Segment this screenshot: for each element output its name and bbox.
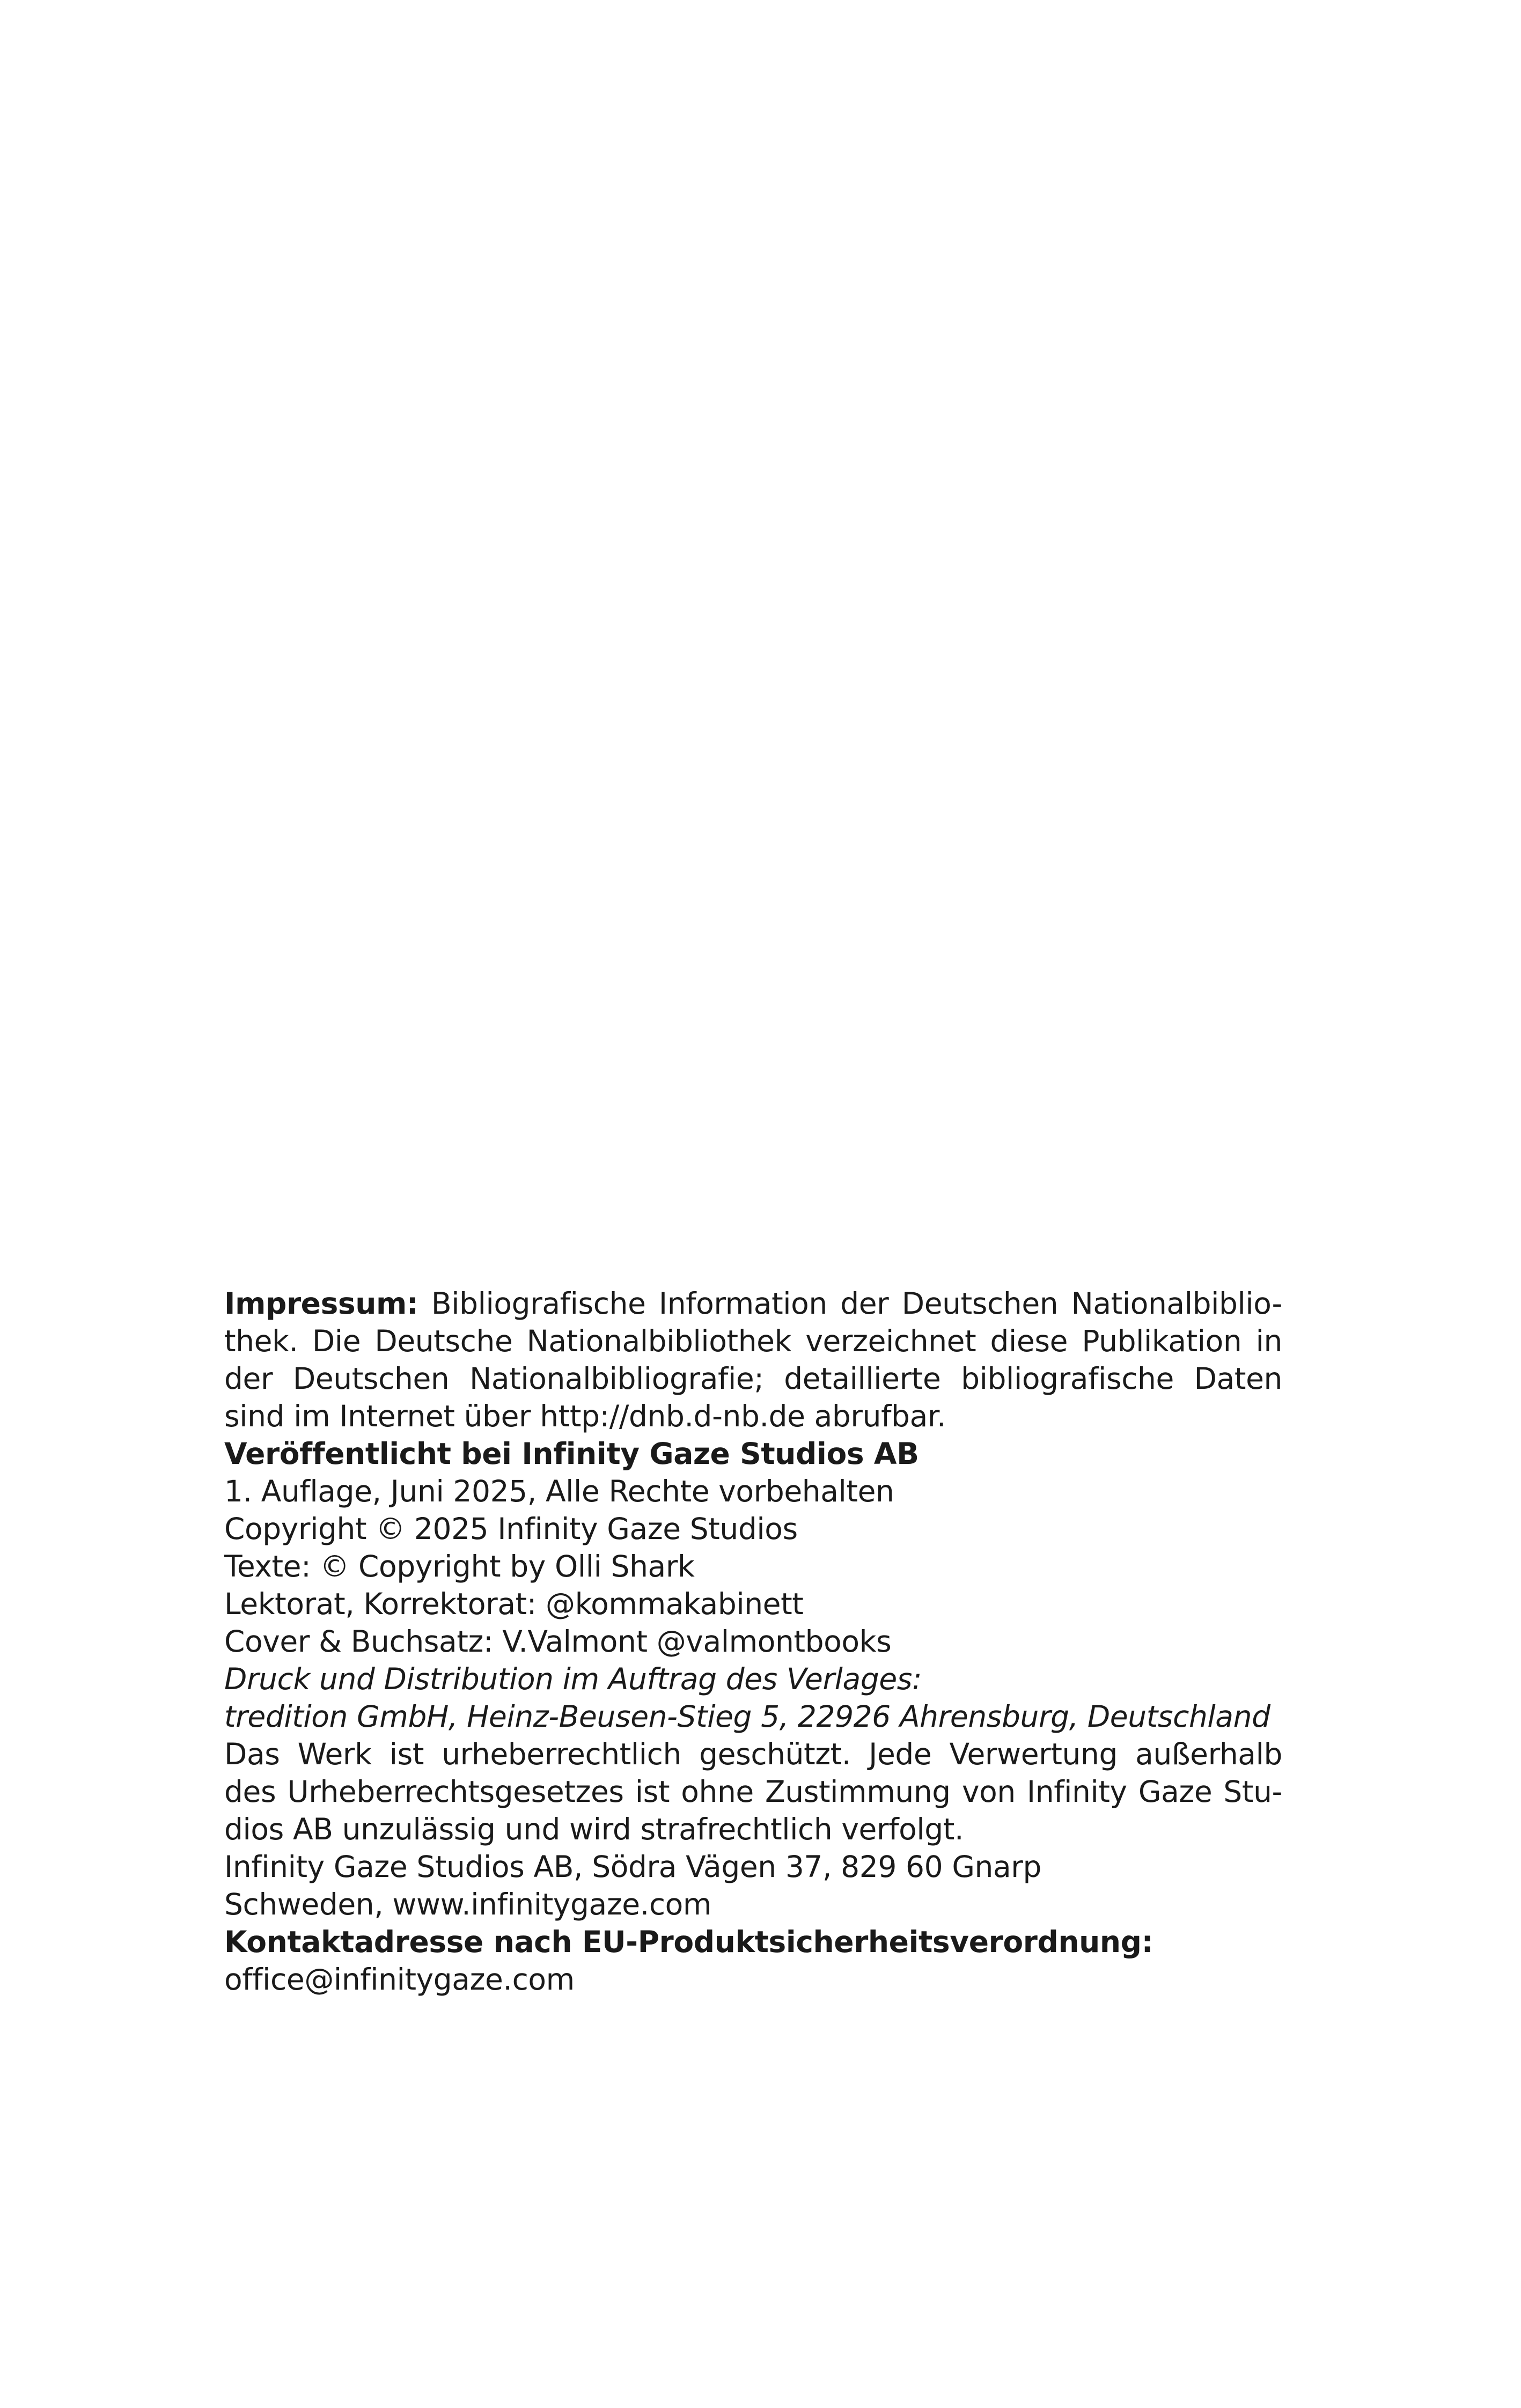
address-line: Infinity Gaze Studios AB, Södra Vägen 37, 829 60 Gnarp	[224, 1850, 1042, 1884]
rights-line: dios AB unzulässig und wird strafrechtlich verfolgt.	[224, 1812, 964, 1846]
contact-heading: Kontaktadresse nach EU-Produktsicherheitsverordnung:	[224, 1925, 1153, 1959]
imprint-block	[224, 1285, 1282, 1998]
impressum-line: der Deutschen Nationalbibliografie; detaillierte bibliografische Daten	[224, 1361, 1282, 1396]
rights-paragraph	[224, 1735, 1282, 1848]
impressum-line: thek. Die Deutsche Nationalbibliothek verzeichnet diese Publikation in	[224, 1324, 1282, 1358]
impressum-paragraph	[224, 1285, 1282, 1435]
rights-line: des Urheberrechtsgesetzes ist ohne Zustimmung von Infinity Gaze Stu-	[224, 1774, 1282, 1809]
cover-line: Cover & Buchsatz: V.Valmont @valmontbooks	[224, 1624, 892, 1659]
impressum-label: Impressum:	[224, 1286, 418, 1321]
rights-line: Das Werk ist urheberrechtlich geschützt. Jede Verwertung außerhalb	[224, 1737, 1282, 1771]
texts-line: Texte: © Copyright by Olli Shark	[224, 1549, 695, 1584]
print-distribution-address: tredition GmbH, Heinz-Beusen-Stieg 5, 22926 Ahrensburg, Deutschland	[224, 1699, 1270, 1734]
impressum-line: sind im Internet über http://dnb.d-nb.de abrufbar.	[224, 1399, 946, 1433]
impressum-line: Impressum: Bibliografische Information der Deutschen Nationalbiblio-	[224, 1286, 1282, 1321]
contact-email: office@infinitygaze.com	[224, 1962, 575, 1997]
publisher-heading: Veröffentlicht bei Infinity Gaze Studios AB	[224, 1437, 919, 1471]
editing-line: Lektorat, Korrektorat: @kommakabinett	[224, 1587, 804, 1621]
print-distribution-label: Druck und Distribution im Auftrag des Verlages:	[224, 1662, 922, 1696]
edition-line: 1. Auflage, Juni 2025, Alle Rechte vorbehalten	[224, 1474, 894, 1508]
copyright-line: Copyright © 2025 Infinity Gaze Studios	[224, 1512, 798, 1546]
address-line: Schweden, www.infinitygaze.com	[224, 1887, 712, 1921]
